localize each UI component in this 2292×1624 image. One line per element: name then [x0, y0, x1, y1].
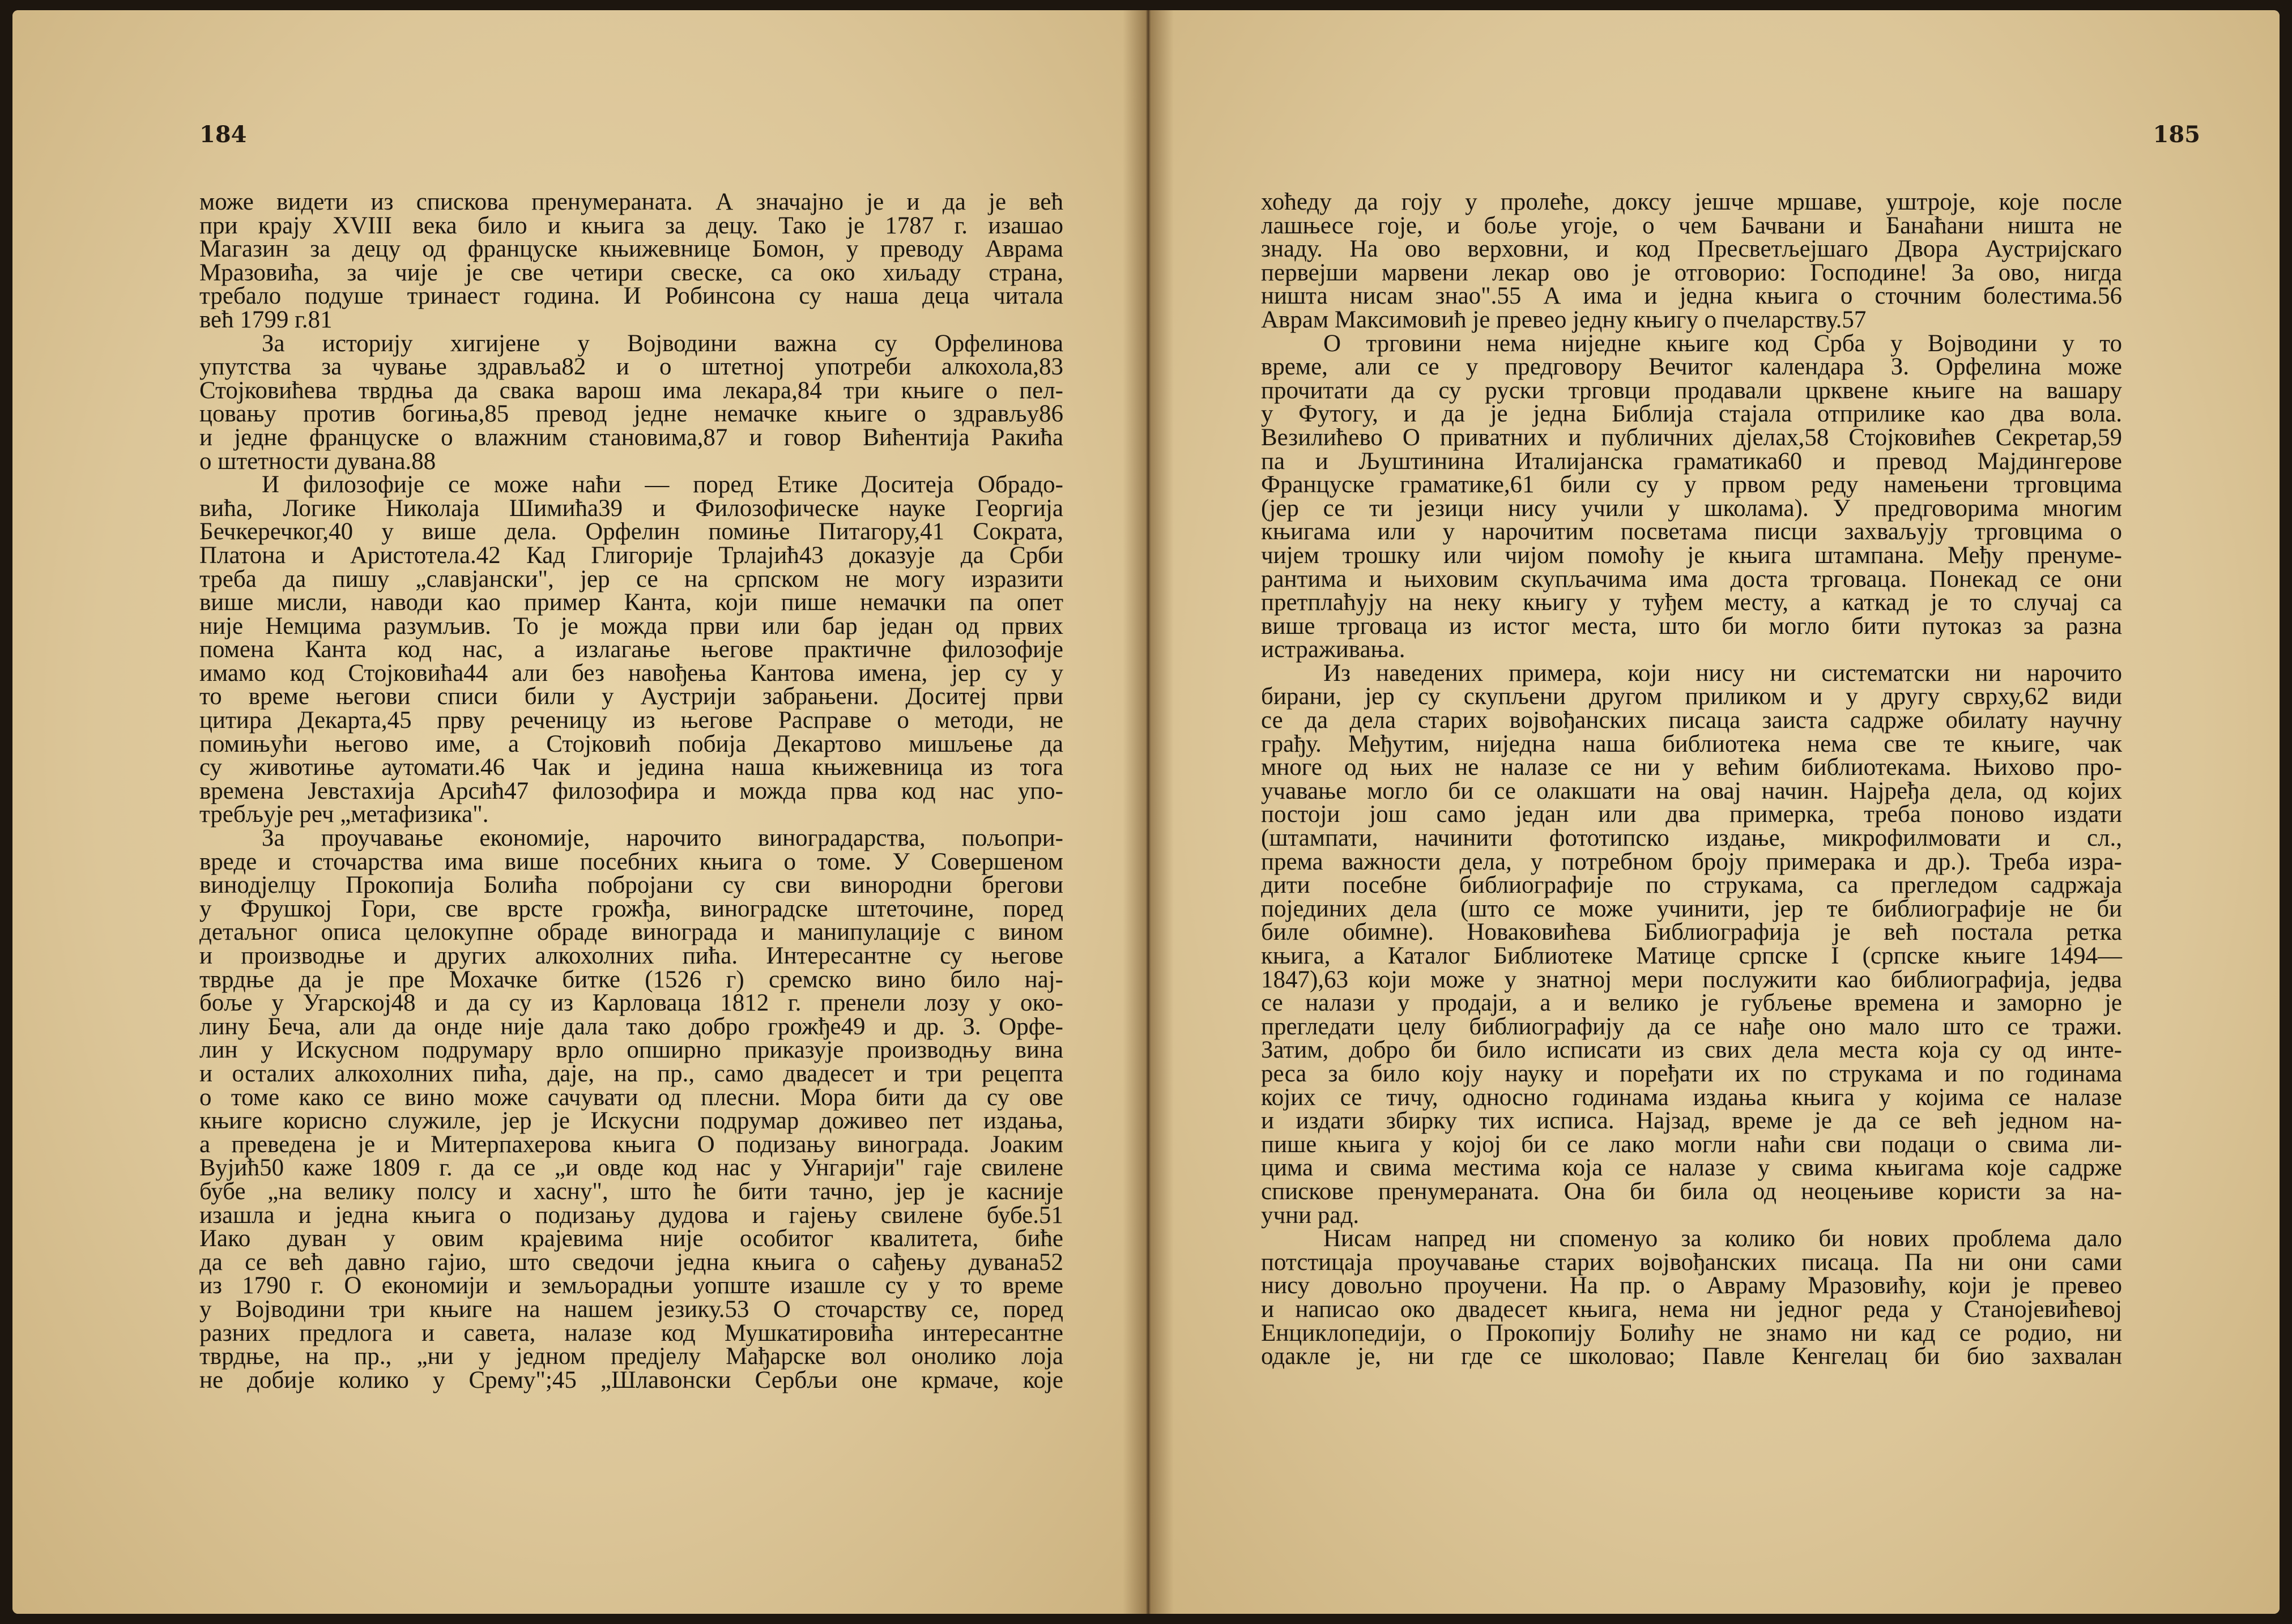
text-line: Вујић50 каже 1809 г. да се „и овде код нас у Унгарији" гаје свилене	[199, 1154, 1063, 1182]
text-line: о штетности дувана.88	[199, 447, 436, 475]
text-line: Платона и Аристотела.42 Кад Глигорије Трлајић43 доказује да Срби	[199, 542, 1063, 569]
page-number-left: 184	[199, 121, 247, 148]
text-line: лин у Искусном подрумару врло опширно приказује производњу вина	[199, 1037, 1063, 1064]
book-spread	[12, 10, 2280, 1614]
text-line: истраживања.	[1261, 636, 1405, 663]
text-line: Магазин за децу од француске књижевнице Бомон, у преводу Аврама	[199, 236, 1063, 263]
text-line: разних предлога и савета, налазе код Мушкатировића интересантне	[199, 1319, 1063, 1346]
text-line: рантима и њиховим скупљачима има доста трговаца. Понекад се они	[1261, 565, 2122, 593]
text-line: вреде и сточарства има више посебних књига о томе. У Совершеном	[199, 848, 1063, 875]
text-line: у Футогу, и да је једна Библија стајала отприлике као два вола.	[1261, 400, 2122, 428]
text-line: реса за било коју науку и поређати их по струкама и по годинама	[1261, 1060, 2122, 1087]
book-gutter	[1123, 10, 1174, 1614]
text-line: у Фрушкој Гори, све врсте грожђа, виноградске штеточине, поред	[199, 895, 1063, 922]
text-line: Везилићево О приватних и публичних дјелах,58 Стојковићев Секретар,59	[1261, 424, 2122, 451]
text-line: вића, Логике Николаја Шимића39 и Филозофическе науке Георгија	[199, 495, 1063, 522]
left-page-text	[199, 190, 1063, 1392]
text-line: потстицаја проучавање старих војвођанских писаца. Па ни они сами	[1261, 1248, 2122, 1276]
text-line: није Немцима разумљив. То је можда први или бар један од првих	[199, 612, 1063, 640]
text-line: хоћеду да гоју у пролеће, доксу јешче мршаве, уштроје, које после	[1261, 189, 2122, 215]
text-line: За историју хигијене у Војводини важна су Орфелинова	[262, 330, 1063, 357]
text-line: Енциклопедији, о Прокопију Болићу не знамо ни кад се родио, ни	[1261, 1319, 2122, 1346]
text-line: време, али се у предговору Вечитог календара З. Орфелина може	[1261, 353, 2122, 381]
text-line: пише књига у којој би се лако могли наћи сви подаци о свима ли-	[1261, 1131, 2122, 1158]
text-line: Аврам Максимовић је превео једну књигу о пчеларству.57	[1261, 306, 1867, 333]
text-line: се да дела старих војвођанских писаца заиста садрже обилату научну	[1261, 707, 2122, 734]
text-line: чијем трошку или чијом помоћу је књига штампана. Међу пренуме-	[1261, 542, 2122, 569]
text-line: одакле је, ни где се школовао; Павле Кенгелац би био захвалан	[1261, 1343, 2122, 1370]
text-line: За проучавање економије, нарочито виноградарства, пољопри-	[262, 825, 1063, 852]
text-line: више мисли, наводи као пример Канта, који пише немачки па опет	[199, 589, 1063, 616]
text-line: бирани, јер су скупљени другом приликом и у другу сврху,62 види	[1261, 683, 2122, 710]
text-line: Француске граматике,61 били су у првом реду намењени трговцима	[1261, 471, 2122, 498]
text-line: су животиње аутомати.46 Чак и једина наша књижевница из тога	[199, 754, 1063, 781]
text-line: требало подуше тринаест година. И Робинсона су наша деца читала	[199, 283, 1063, 310]
text-line: лашњесе гоје, и боље угоје, о чем Бачвани и Банаћани ништа не	[1261, 212, 2122, 239]
text-line: знаду. На ово верховни, и код Пресветљејшаго Двора Аустријскаго	[1261, 236, 2122, 263]
text-line: књиге корисно служиле, јер је Искусни подрумар доживео пет издања,	[199, 1107, 1063, 1135]
text-line: књигама или у нарочитим посветама писци захваљују трговцима о	[1261, 518, 2122, 545]
text-line: да се већ давно гајио, што сведочи једна књига о сађењу дувана52	[199, 1248, 1063, 1276]
text-line: лину Беча, али да онде није дала тако добро грожђе49 и др. З. Орфе-	[199, 1013, 1063, 1040]
text-line: Нисам напред ни споменуо за колико би нових проблема дало	[1323, 1225, 2122, 1252]
text-line: више трговаца из истог места, што би могло бити путоказ за разна	[1261, 612, 2122, 640]
text-line: постоји још само један или два примерка, треба поново издати	[1261, 801, 2122, 828]
text-line: грађу. Међутим, ниједна наша библиотека нема све те књиге, чак	[1261, 730, 2122, 757]
text-line: треба да пишу „славјански", јер се на српском не могу изразити	[199, 565, 1063, 593]
text-line: па и Љуштинина Италијанска граматика60 и превод Мајдингерове	[1261, 447, 2122, 475]
text-line: Из наведених примера, који нису ни систематски ни нарочито	[1323, 659, 2122, 687]
text-line: детаљног описа целокупне обраде винограда и манипулације с вином	[199, 919, 1063, 946]
text-line: ништа нисам знао".55 А има и једна књига о сточним болестима.56	[1261, 283, 2122, 310]
text-line: према важности дела, у потребном броју примерака и др.). Треба изра-	[1261, 848, 2122, 875]
text-line: нису довољно проучени. На пр. о Авраму Мразовићу, који је превео	[1261, 1272, 2122, 1299]
text-line: имамо код Стојковића44 али без навођења Кантова имена, јер су у	[199, 659, 1063, 687]
text-line: то време његови списи били у Аустрији забрањени. Доситеј први	[199, 683, 1063, 710]
text-line: (јер се ти језици нису учили у школама). У предговорима многим	[1261, 495, 2122, 522]
text-line: дити посебне библиографије по струкама, са прегледом садржаја	[1261, 872, 2122, 899]
text-line: О трговини нема ниједне књиге код Срба у Војводини у то	[1323, 330, 2122, 357]
left-page	[12, 10, 1148, 1614]
text-line: о томе како се вино може сачувати од плесни. Мора бити да су ове	[199, 1084, 1063, 1111]
text-line: первејши марвени лекар ово је отговорио: Господине! За ово, нигда	[1261, 259, 2122, 286]
text-line: а преведена је и Митерпахерова књига О подизању винограда. Јоаким	[199, 1131, 1063, 1158]
text-line: Иако дуван у овим крајевима није особитог квалитета, биће	[199, 1225, 1063, 1252]
text-line: 1847),63 који може у знатној мери послужити као библиографија, једва	[1261, 966, 2122, 993]
text-line: којих се тичу, односно годинама издања књига у којима се налазе	[1261, 1084, 2122, 1111]
text-line: књига, а Каталог Библиотеке Матице српске I (српске књиге 1494—	[1261, 943, 2122, 969]
text-line: већ 1799 г.81	[199, 306, 333, 333]
text-line: многе од њих не налазе се ни у већим библиотекама. Њихово про-	[1261, 754, 2122, 781]
text-line: И филозофије се може наћи — поред Етике Доситеја Обрадо-	[262, 471, 1063, 498]
text-line: спискове пренумераната. Она би била од неоцењиве користи за на-	[1261, 1178, 2122, 1205]
text-line: цитира Декарта,45 прву реченицу из његове Расправе о методи, не	[199, 707, 1063, 734]
text-line: Мразовића, за чије је све четири свеске, са око хиљаду страна,	[199, 259, 1063, 286]
text-line: и издати збирку тих исписа. Најзад, време је да се већ једном на-	[1261, 1107, 2122, 1135]
text-line: може видети из спискова пренумераната. А значајно је и да је већ	[199, 189, 1063, 215]
right-page-text	[1261, 190, 2122, 1369]
text-line: времена Јевстахија Арсић47 филозофира и можда прва код нас упо-	[199, 777, 1063, 804]
text-line: тврдње, на пр., „ни у једном предјелу Мађарске вол онолико лоја	[199, 1343, 1063, 1370]
text-line: изашла и једна књига о подизању дудова и гајењу свилене бубе.51	[199, 1201, 1063, 1229]
text-line: тврдње да је пре Мохачке битке (1526 г) сремско вино било нај-	[199, 966, 1063, 993]
text-line: упутства за чување здравља82 и о штетној употреби алкохола,83	[199, 353, 1063, 381]
text-line: и једне француске о влажним становима,87 и говор Вићентија Ракића	[199, 424, 1063, 451]
text-line: помена Канта код нас, а излагање његове практичне филозофије	[199, 636, 1063, 663]
text-line: Стојковићева тврдња да свака варош има лекара,84 три књиге о пел-	[199, 377, 1063, 404]
text-line: и написао око двадесет књига, нема ни једног реда у Станојевићевој	[1261, 1295, 2122, 1323]
text-line: прегледати целу библиографију да се нађе оно мало што се тражи.	[1261, 1013, 2122, 1040]
text-line: учни рад.	[1261, 1201, 1360, 1229]
text-line: у Војводини три књиге на нашем језику.53 О сточарству се, поред	[199, 1295, 1063, 1323]
text-line: помињући његово име, а Стојковић побија Декартово мишљење да	[199, 730, 1063, 757]
right-page	[1148, 10, 2280, 1614]
page-number-right: 185	[2153, 121, 2200, 148]
text-line: не добије колико у Срему";45 „Шлавонски Сербљи оне крмаче, које	[199, 1366, 1063, 1393]
text-line: из 1790 г. О економији и земљорадњи уопште изашле су у то време	[199, 1272, 1063, 1299]
text-line: прочитати да су руски трговци продавали црквене књиге на вашару	[1261, 377, 2122, 404]
text-line: цовању против богиња,85 превод једне немачке књиге о здрављу86	[199, 400, 1063, 428]
text-line: и осталих алкохолних пића, даје, на пр., само двадесет и три рецепта	[199, 1060, 1063, 1087]
text-line: боље у Угарској48 и да су из Карловаца 1812 г. пренели лозу у око-	[199, 990, 1063, 1017]
text-line: биле обимне). Новаковићева Библиографија је већ постала ретка	[1261, 919, 2122, 946]
text-line: претплаћују на неку књигу у туђем месту, а каткад је то случај са	[1261, 589, 2122, 616]
text-line: цима и свима местима која се налазе у свима књигама које садрже	[1261, 1154, 2122, 1182]
text-line: при крају XVIII века било и књига за децу. Тако је 1787 г. изашао	[199, 212, 1063, 239]
text-line: требљује реч „метафизика".	[199, 801, 489, 828]
text-line: бубе „на велику полсу и хасну", што ће бити тачно, јер је касније	[199, 1178, 1063, 1205]
text-line: појединих дела (што се може учинити, јер те библиографије не би	[1261, 895, 2122, 922]
text-line: (штампати, начинити фототипско издање, микрофилмовати и сл.,	[1261, 825, 2122, 852]
text-line: се налази у продаји, а и велико је губљење времена и заморно је	[1261, 990, 2122, 1017]
text-line: и производње и других алкохолних пића. Интересантне су његове	[199, 943, 1063, 969]
text-line: Затим, добро би било исписати из свих дела места која су од инте-	[1261, 1037, 2122, 1064]
text-line: учавање могло би се олакшати на овај начин. Најређа дела, од којих	[1261, 777, 2122, 804]
text-line: винодјелцу Прокопија Болића побројани су сви винородни брегови	[199, 872, 1063, 899]
text-line: Бечкеречког,40 у више дела. Орфелин помиње Питагору,41 Сократа,	[199, 518, 1063, 545]
